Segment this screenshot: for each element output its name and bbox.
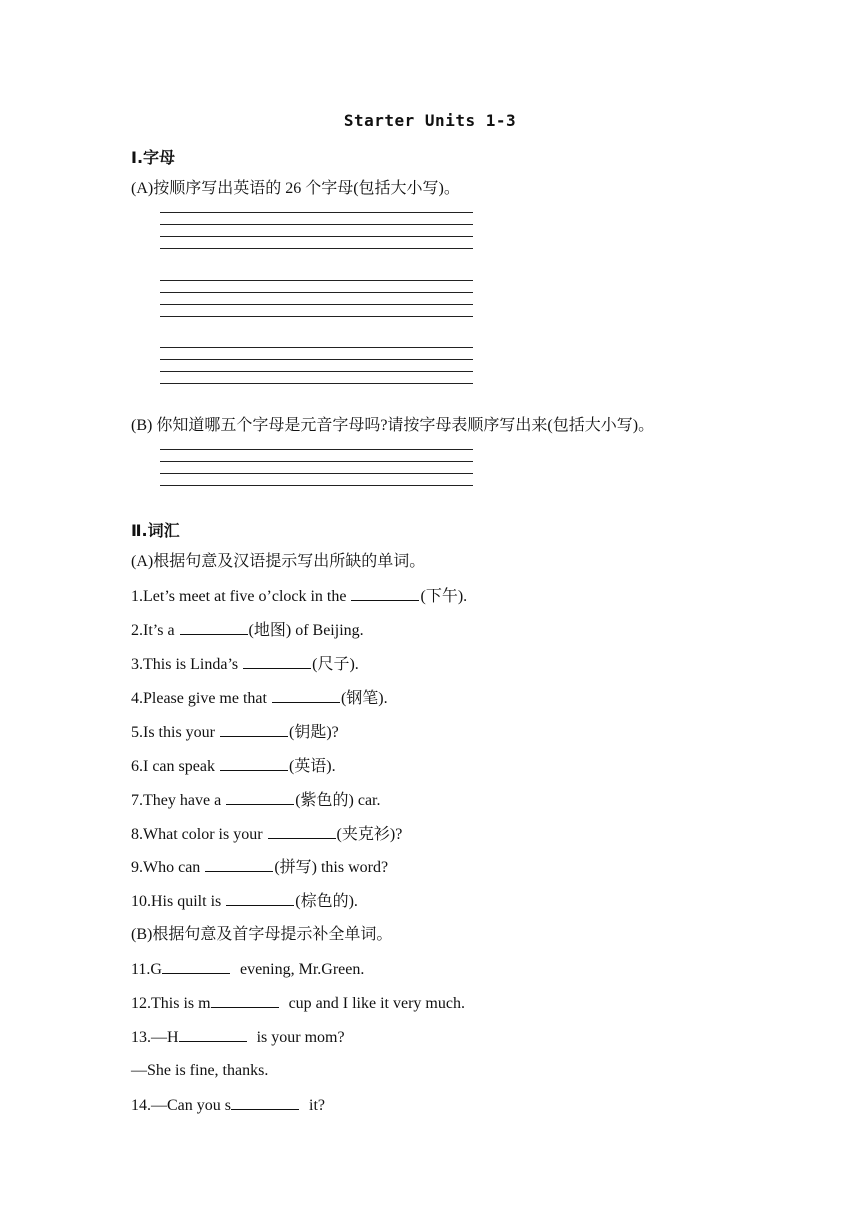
writing-line	[160, 473, 473, 474]
writing-line	[160, 347, 473, 348]
answer-blank[interactable]	[220, 722, 288, 737]
question-hint: (紫色的) car.	[295, 792, 381, 809]
question-item	[131, 586, 467, 607]
writing-line	[160, 449, 473, 450]
answer-blank[interactable]	[351, 586, 419, 601]
answer-blank[interactable]	[243, 654, 311, 669]
writing-line	[160, 280, 473, 281]
question-prompt: 11.G	[131, 961, 162, 978]
question-hint: (尺子).	[312, 656, 359, 673]
section-2-heading: Ⅱ.词汇	[131, 521, 180, 540]
question-item	[131, 891, 358, 912]
question-rest: it?	[305, 1097, 325, 1114]
section-2-part-b: (B)根据句意及首字母提示补全单词。	[131, 926, 393, 943]
answer-blank[interactable]	[220, 756, 288, 771]
question-prompt: 7.They have a	[131, 792, 226, 809]
question-prompt: 13.—H	[131, 1029, 179, 1046]
writing-line	[160, 212, 473, 213]
answer-blank[interactable]	[272, 688, 340, 703]
question-hint: (钢笔).	[340, 690, 388, 707]
question-prompt: 4.Please give me that	[131, 690, 271, 707]
answer-blank[interactable]	[268, 824, 336, 839]
question-prompt: 2.It’s a	[131, 622, 179, 639]
question-item	[131, 722, 339, 743]
question-prompt: 9.Who can	[131, 859, 205, 876]
question-prompt: 6.I can speak	[131, 758, 219, 775]
question-rest: is your mom?	[252, 1029, 345, 1046]
question-prompt: 10.His quilt is	[131, 893, 226, 910]
writing-line	[160, 292, 473, 293]
writing-line	[160, 248, 473, 249]
question-item	[131, 824, 402, 845]
question-hint: (拼写) this word?	[274, 859, 389, 876]
dialog-reply: —She is fine, thanks.	[131, 1062, 269, 1079]
question-item	[131, 790, 381, 811]
question-item	[131, 654, 359, 675]
question-prompt: 8.What color is your	[131, 826, 267, 843]
question-prompt: 3.This is Linda’s	[131, 656, 243, 673]
question-item	[131, 620, 364, 641]
answer-blank[interactable]	[205, 857, 273, 872]
question-item	[131, 959, 364, 980]
question-hint: (钥匙)?	[289, 724, 339, 741]
section-1-heading: Ⅰ.字母	[131, 148, 176, 167]
section-1-part-b: (B) 你知道哪五个字母是元音字母吗?请按字母表顺序写出来(包括大小写)。	[131, 417, 655, 434]
question-rest: evening, Mr.Green.	[235, 961, 365, 978]
writing-line	[160, 316, 473, 317]
question-item	[131, 688, 388, 709]
answer-blank[interactable]	[226, 790, 294, 805]
question-prompt: 1.Let’s meet at five o’clock in the	[131, 588, 351, 605]
question-item	[131, 857, 388, 878]
question-hint: (英语).	[288, 758, 336, 775]
question-prompt: 14.—Can you s	[131, 1097, 231, 1114]
writing-line	[160, 359, 473, 360]
question-rest: cup and I like it very much.	[284, 995, 465, 1012]
question-hint: (下午).	[420, 588, 468, 605]
writing-line	[160, 485, 473, 486]
question-item	[131, 1027, 345, 1048]
answer-blank[interactable]	[180, 620, 248, 635]
question-hint: (棕色的).	[295, 893, 358, 910]
question-item	[131, 993, 465, 1014]
writing-line	[160, 371, 473, 372]
section-1-part-a: (A)按顺序写出英语的 26 个字母(包括大小写)。	[131, 180, 460, 197]
writing-line	[160, 236, 473, 237]
answer-blank[interactable]	[231, 1095, 299, 1110]
writing-line	[160, 383, 473, 384]
question-hint: (地图) of Beijing.	[248, 622, 364, 639]
question-item	[131, 1095, 325, 1116]
question-prompt: 12.This is m	[131, 995, 211, 1012]
page-title: Starter Units 1-3	[343, 111, 517, 130]
answer-blank[interactable]	[179, 1027, 247, 1042]
section-2-part-a: (A)根据句意及汉语提示写出所缺的单词。	[131, 553, 426, 570]
answer-blank[interactable]	[162, 959, 230, 974]
question-hint: (夹克衫)?	[336, 826, 403, 843]
answer-blank[interactable]	[211, 993, 279, 1008]
question-prompt: 5.Is this your	[131, 724, 219, 741]
answer-blank[interactable]	[226, 891, 294, 906]
question-item	[131, 756, 336, 777]
writing-line	[160, 224, 473, 225]
writing-line	[160, 304, 473, 305]
writing-line	[160, 461, 473, 462]
